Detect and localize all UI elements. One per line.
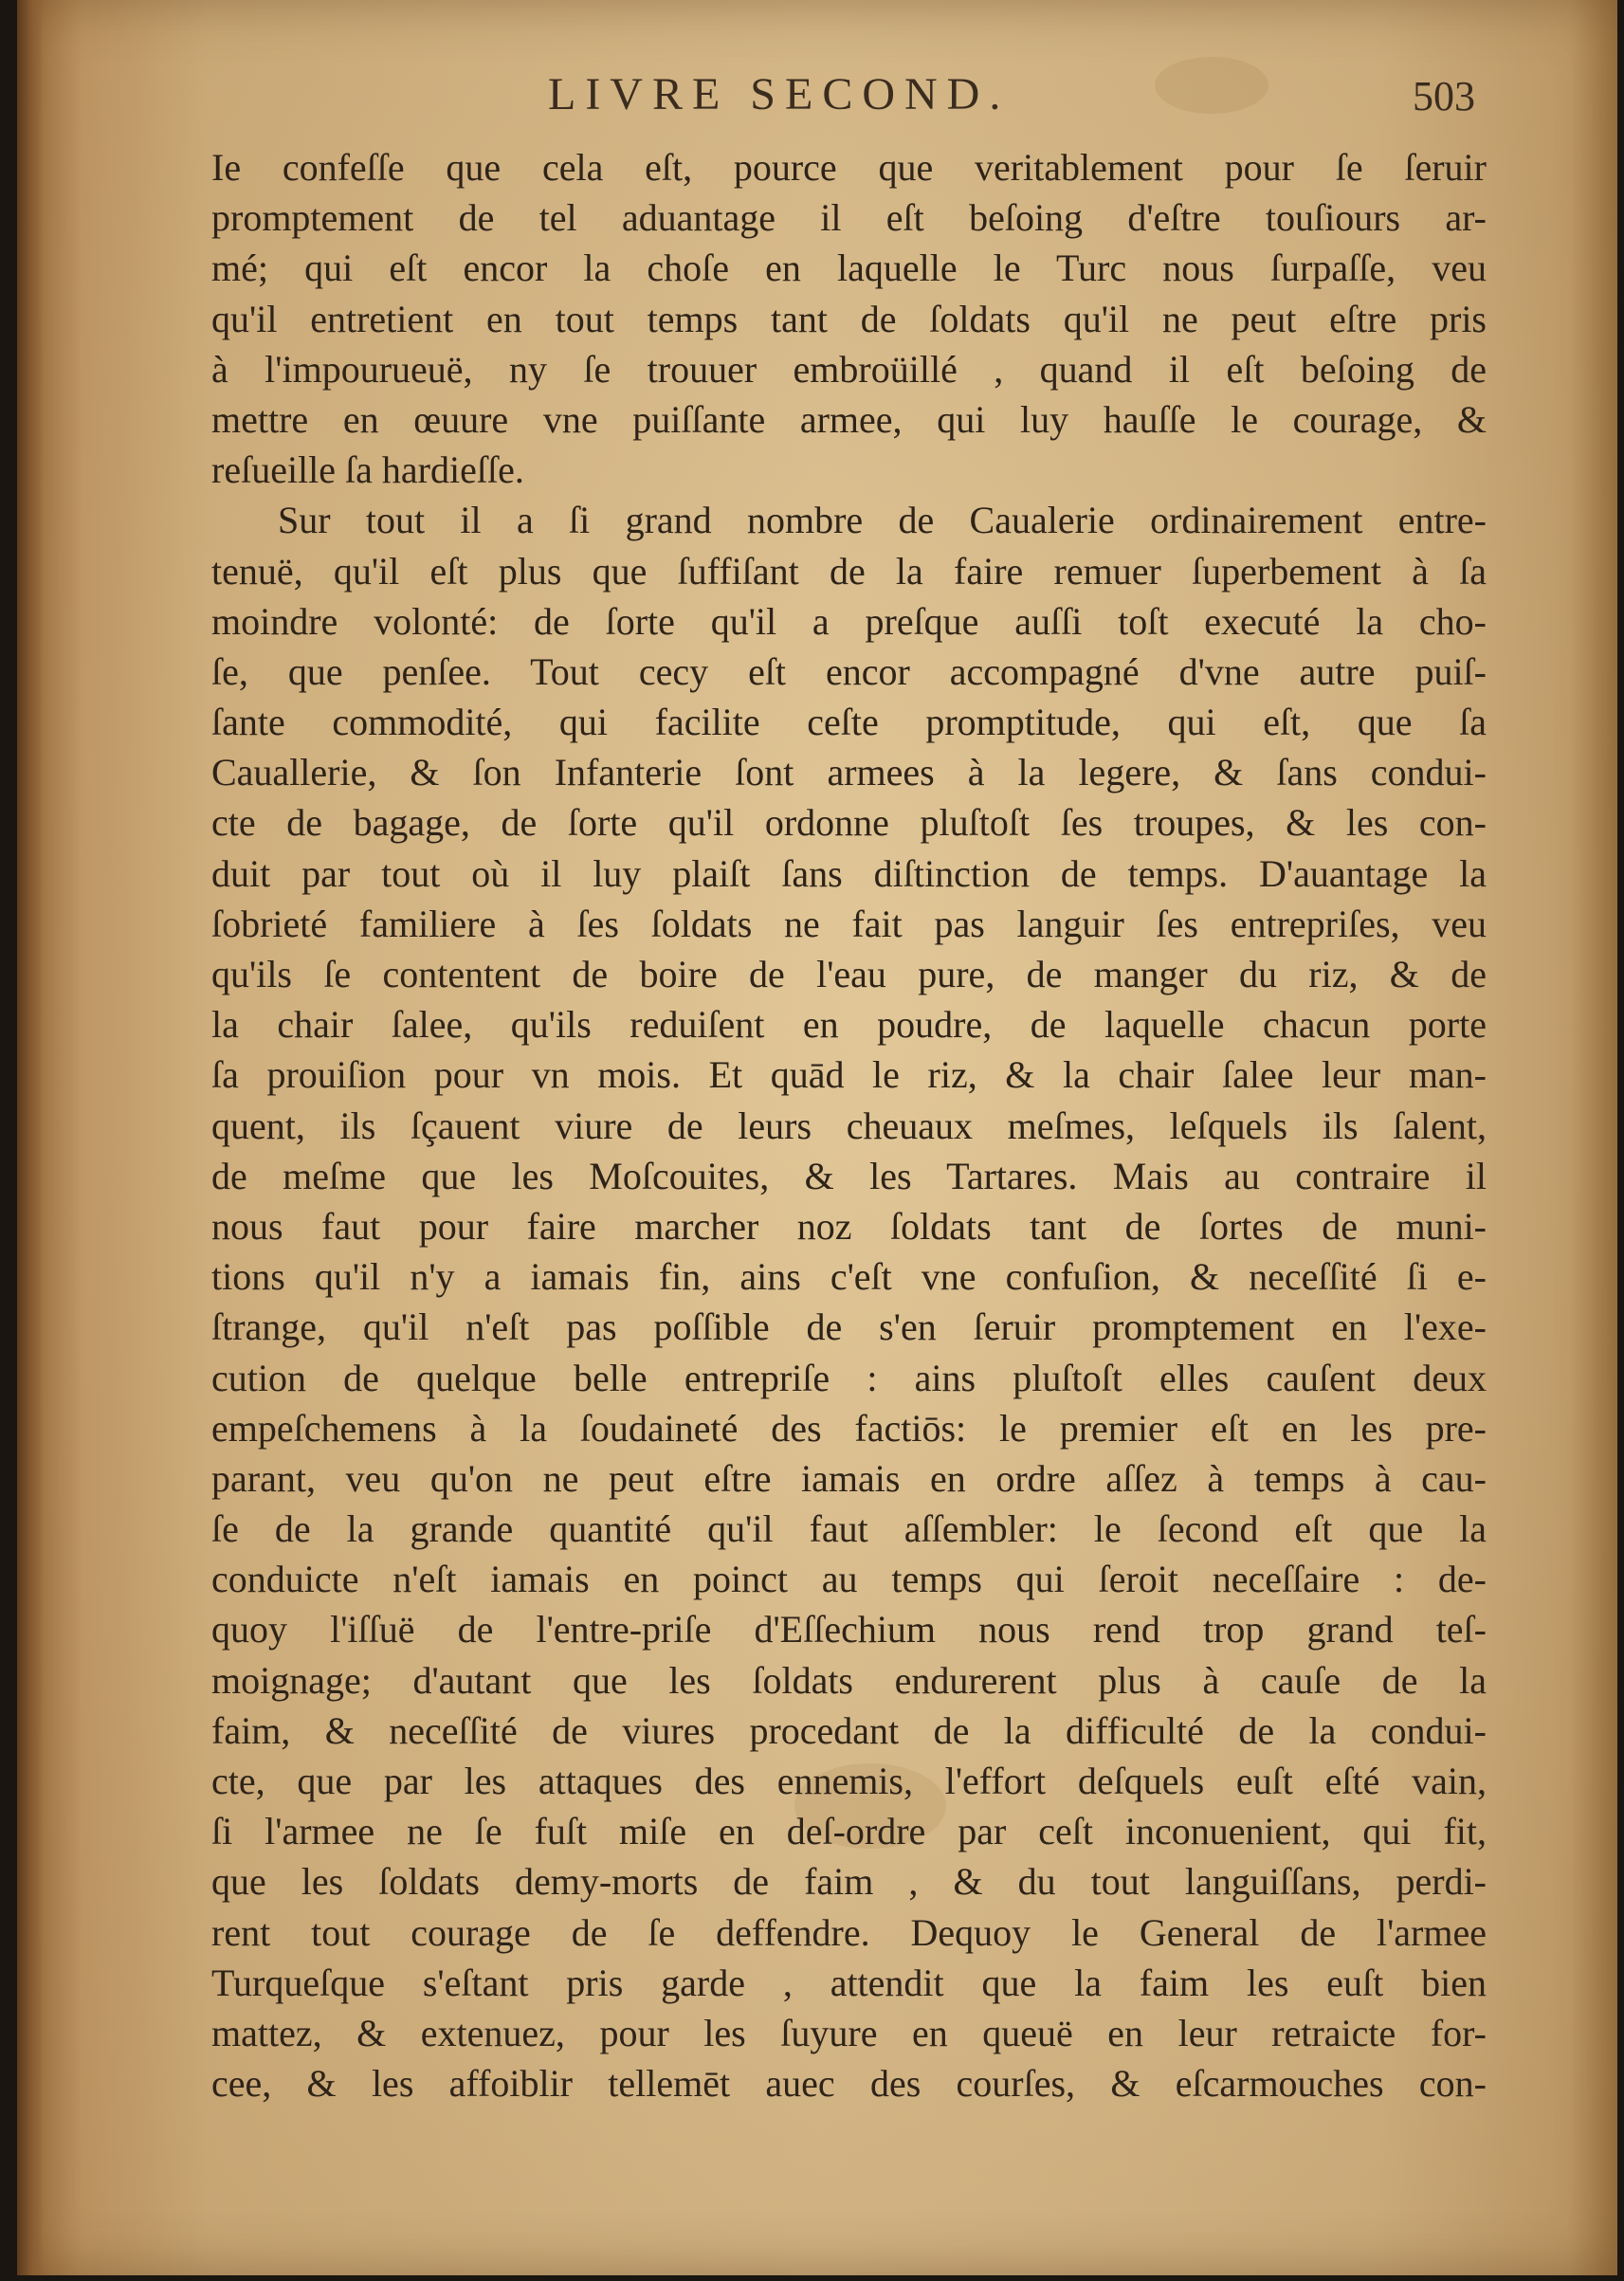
- text-line: rent tout courage de ſe deffendre. Dequoy le General de l'armee: [211, 1910, 1487, 1954]
- text-line: de meſme que les Moſcouites, & les Tartares. Mais au contraire il: [211, 1154, 1487, 1197]
- text-line: que les ſoldats demy-morts de faim , & du tout languiſſans, perdi-: [211, 1860, 1487, 1904]
- text-line: ſi l'armee ne ſe fuſt miſe en deſ-ordre par ceſt inconuenient, qui fit,: [211, 1810, 1487, 1853]
- text-line: la chair ſalee, qu'ils reduiſent en poudre, de laquelle chacun porte: [211, 1003, 1487, 1047]
- text-line: ſobrieté familiere à ſes ſoldats ne fait pas languir ſes entrepriſes, veu: [211, 902, 1487, 945]
- page-number: 503: [1413, 73, 1475, 119]
- text-line: mattez, & extenuez, pour les ſuyure en queuë en leur retraicte for-: [211, 2011, 1487, 2054]
- text-line: ſe, que penſee. Tout cecy eſt encor accompagné d'vne autre puiſ-: [211, 649, 1487, 693]
- text-line: reſueille ſa hardieſſe.: [211, 448, 524, 492]
- text-line: conduicte n'eſt iamais en poinct au temps qui ſeroit neceſſaire : de-: [211, 1558, 1487, 1601]
- text-line: Sur tout il a ſi grand nombre de Caualerie ordinairement entre-: [278, 499, 1487, 542]
- paragraph-1: [211, 142, 1487, 495]
- text-line: Turqueſque s'eſtant pris garde , attendit que la faim les euſt bien: [211, 1961, 1487, 2004]
- text-line: moindre volonté: de ſorte qu'il a preſque auſſi toſt executé la cho-: [211, 599, 1487, 643]
- text-line: Cauallerie, & ſon Infanterie ſont armees à la legere, & ſans condui-: [211, 751, 1487, 794]
- text-line: nous faut pour faire marcher noz ſoldats tant de ſortes de muni-: [211, 1204, 1487, 1248]
- text-line: à l'impourueuë, ny ſe trouuer embroüillé , quand il eſt beſoing de: [211, 347, 1487, 391]
- text-line: ſa prouiſion pour vn mois. Et quād le riz, & la chair ſalee leur man-: [211, 1053, 1487, 1097]
- text-line: qu'ils ſe contentent de boire de l'eau pure, de manger du riz, & de: [211, 953, 1487, 995]
- text-line: cution de quelque belle entrepriſe : ains pluſtoſt elles cauſent deux: [211, 1356, 1487, 1399]
- book-page: [17, 0, 1617, 2275]
- text-line: ſante commodité, qui facilite ceſte promptitude, qui eſt, que ſa: [211, 701, 1487, 744]
- text-line: duit par tout où il luy plaiſt ſans diſtinction de temps. D'auantage la: [211, 851, 1487, 895]
- paper-stain: [1155, 57, 1268, 114]
- text-line: tions qu'il n'y a iamais fin, ains c'eſt vne confuſion, & neceſſité ſi e-: [211, 1255, 1487, 1299]
- text-line: Ie confeſſe que cela eſt, pource que veritablement pour ſe ſeruir: [211, 146, 1487, 189]
- text-line: ſe de la grande quantité qu'il faut aſſembler: le ſecond eſt que la: [211, 1507, 1487, 1551]
- text-line: mé; qui eſt encor la choſe en laquelle le Turc nous ſurpaſſe, veu: [211, 246, 1487, 290]
- text-line: cte de bagage, de ſorte qu'il ordonne pluſtoſt ſes troupes, & les con-: [211, 801, 1487, 845]
- text-line: tenuë, qu'il eſt plus que ſuffiſant de la faire remuer ſuperbement à ſa: [211, 549, 1487, 593]
- text-line: promptement de tel aduantage il eſt beſoing d'eſtre touſiours ar-: [211, 196, 1487, 240]
- running-head-title: LIVRE SECOND.: [548, 69, 1011, 119]
- text-line: cte, que par les attaques des ennemis, l'effort deſquels euſt eſté vain,: [211, 1760, 1487, 1802]
- page-gutter-shadow: [17, 0, 44, 2275]
- text-line: quent, ils ſçauent viure de leurs cheuaux meſmes, leſquels ils ſalent,: [211, 1104, 1487, 1147]
- text-line: moignage; d'autant que les ſoldats endurerent plus à cauſe de la: [211, 1658, 1487, 1702]
- text-line: parant, veu qu'on ne peut eſtre iamais en ordre aſſez à temps à cau-: [211, 1456, 1487, 1500]
- text-line: cee, & les affoiblir tellemēt auec des courſes, & eſcarmouches con-: [211, 2062, 1487, 2106]
- paragraph-2: [211, 495, 1487, 2108]
- text-line: faim, & neceſſité de viures procedant de la difficulté de la condui-: [211, 1708, 1487, 1752]
- text-line: quoy l'iſſuë de l'entre-priſe d'Eſſechium nous rend trop grand teſ-: [211, 1608, 1487, 1651]
- text-line: ſtrange, qu'il n'eſt pas poſſible de s'en ſeruir promptement en l'exe-: [211, 1305, 1487, 1349]
- body-text: [211, 142, 1487, 2108]
- text-line: qu'il entretient en tout temps tant de ſoldats qu'il ne peut eſtre pris: [211, 297, 1487, 340]
- text-line: empeſchemens à la ſoudaineté des factiōs: le premier eſt en les pre-: [211, 1406, 1487, 1450]
- text-line: mettre en œuure vne puiſſante armee, qui luy hauſſe le courage, &: [211, 397, 1487, 441]
